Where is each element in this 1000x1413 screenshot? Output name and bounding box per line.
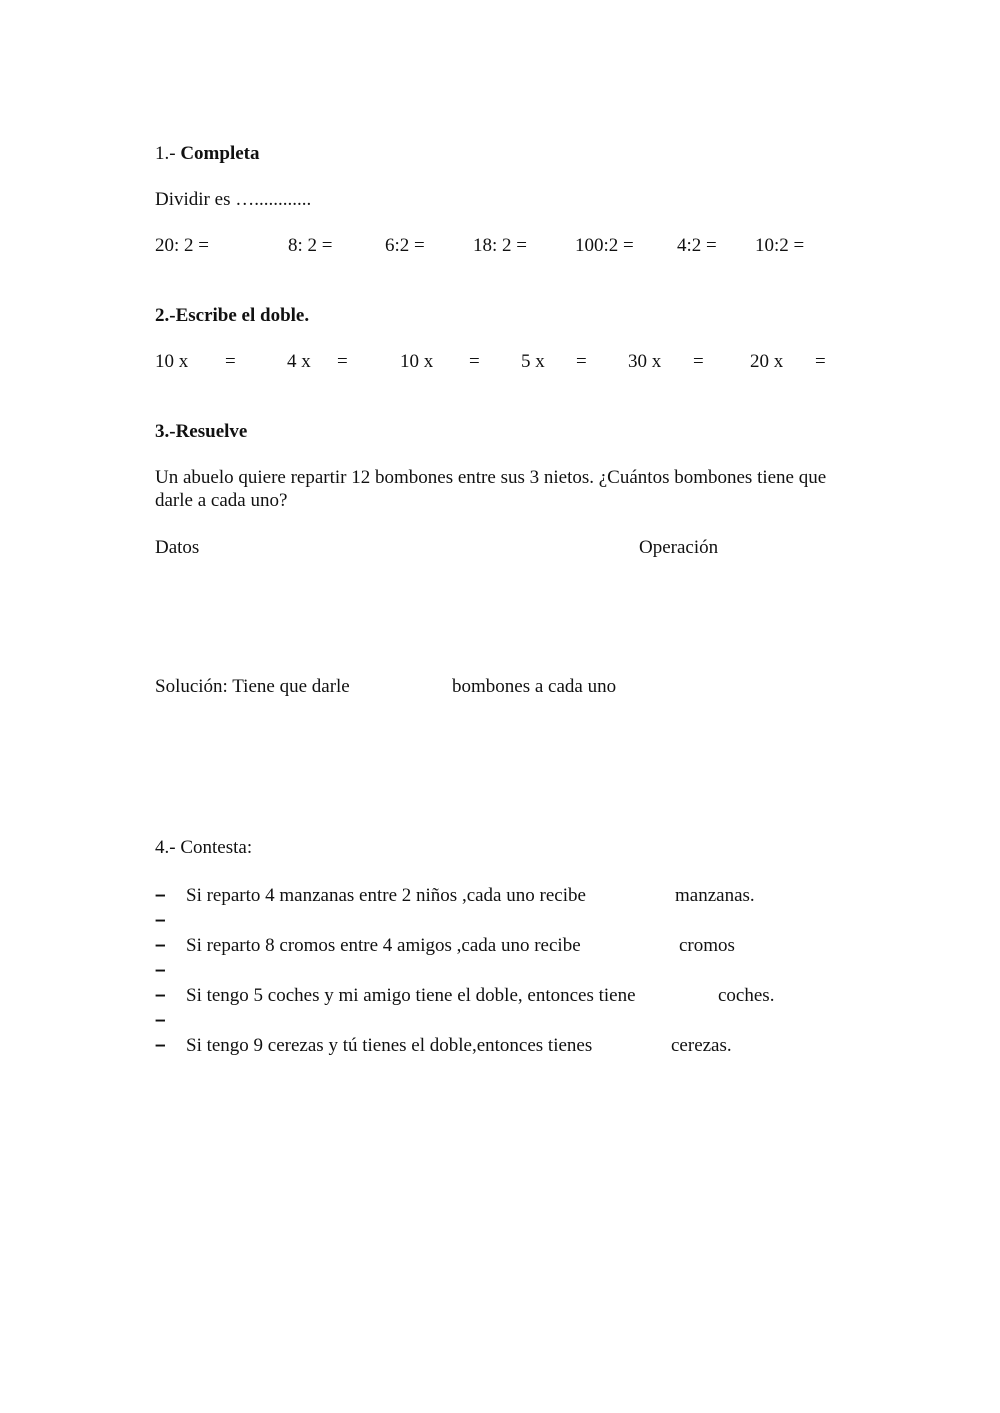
section-3-title: 3.-Resuelve [155, 421, 248, 442]
double-exercise-equals: = [815, 351, 826, 372]
division-exercise: 8: 2 = [288, 235, 333, 256]
bullet-dash: – [155, 985, 166, 1006]
bullet-dash: – [155, 885, 166, 906]
problem-text-line-2: darle a cada uno? [155, 490, 288, 511]
double-exercise-operand: 4 x [287, 351, 311, 372]
division-exercise: 6:2 = [385, 235, 425, 256]
division-exercise: 4:2 = [677, 235, 717, 256]
question-text: Si reparto 8 cromos entre 4 amigos ,cada uno recibe [186, 935, 581, 956]
division-exercise: 20: 2 = [155, 235, 209, 256]
division-exercise: 100:2 = [575, 235, 634, 256]
double-exercise-equals: = [469, 351, 480, 372]
section-1-title: Completa [180, 143, 260, 164]
bullet-dash: – [155, 935, 166, 956]
section-2-title: 2.-Escribe el doble. [155, 305, 310, 326]
problem-text-line-1: Un abuelo quiere repartir 12 bombones entre sus 3 nietos. ¿Cuántos bombones tiene que [155, 467, 827, 488]
division-exercise: 18: 2 = [473, 235, 527, 256]
question-answer-unit: cromos [679, 935, 735, 956]
operacion-label: Operación [639, 537, 719, 558]
double-exercise-equals: = [576, 351, 587, 372]
question-text: Si tengo 5 coches y mi amigo tiene el doble, entonces tiene [186, 985, 636, 1006]
question-answer-unit: manzanas. [675, 885, 755, 906]
double-exercise-operand: 20 x [750, 351, 784, 372]
double-exercise-equals: = [693, 351, 704, 372]
double-exercise-operand: 10 x [400, 351, 434, 372]
section-1-number: 1.- [155, 143, 176, 164]
question-answer-unit: cerezas. [671, 1035, 732, 1056]
bullet-dash: – [155, 1035, 166, 1056]
section-4-title: 4.- Contesta: [155, 837, 253, 858]
division-exercise: 10:2 = [755, 235, 805, 256]
question-text: Si tengo 9 cerezas y tú tienes el doble,entonces tienes [186, 1035, 593, 1056]
bullet-dash: – [155, 910, 166, 931]
double-exercise-equals: = [337, 351, 348, 372]
double-exercise-operand: 30 x [628, 351, 662, 372]
section-1-heading [155, 143, 259, 165]
datos-label: Datos [155, 537, 200, 558]
solution-suffix: bombones a cada uno [452, 676, 617, 697]
bullet-dash: – [155, 1010, 166, 1031]
bullet-dash: – [155, 960, 166, 981]
double-exercise-operand: 5 x [521, 351, 545, 372]
double-exercise-operand: 10 x [155, 351, 189, 372]
question-text: Si reparto 4 manzanas entre 2 niños ,cada uno recibe [186, 885, 586, 906]
question-answer-unit: coches. [718, 985, 775, 1006]
section-1-prompt: Dividir es …............ [155, 189, 312, 210]
double-exercise-equals: = [225, 351, 236, 372]
solution-label: Solución: Tiene que darle [155, 676, 350, 697]
